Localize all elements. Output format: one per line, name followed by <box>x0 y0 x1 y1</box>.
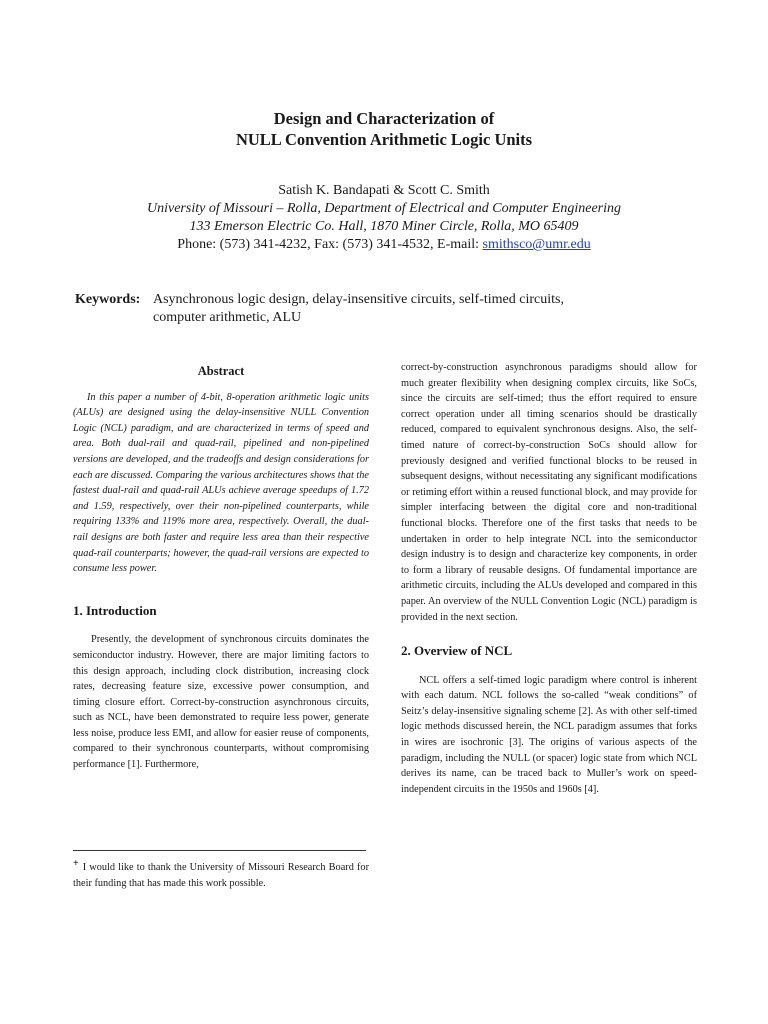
paper-title <box>0 108 768 150</box>
contact-info: Phone: (573) 341-4232, Fax: (573) 341-4532, E-mail: <box>177 237 483 252</box>
overview-heading: 2. Overview of NCL <box>401 643 513 659</box>
title-line-1: Design and Characterization of <box>273 109 495 128</box>
keywords-text: Asynchronous logic design, delay-insensitive circuits, self-timed circuits, computer arithmetic, ALU <box>153 292 564 325</box>
author-block <box>0 182 768 254</box>
right-column <box>401 360 697 797</box>
footnote-text: I would like to thank the University of Missouri Research Board for their funding that has made this work possible. <box>73 862 369 889</box>
abstract-body: In this paper a number of 4-bit, 8-operation arithmetic logic units (ALUs) are designed using the delay-insensitive NULL Convention Logic (NCL) paradigm, and are characterized in terms of speed and area. Both dual-rail and quad-rail, pipelined and non-pipelined versions are developed, and the tradeoffs and design considerations for each are discussed. Comparing the various architectures shows that the fastest dual-rail and quad-rail ALUs achieve average speedups of 1.72 and 1.59, respectively, over their non-pipelined counterparts, while requiring 133% and 119% more area, respectively. Overall, the dual-rail designs are both faster and require less area than their respective quad-rail counterparts; however, the quad-rail versions are expected to consume less power. <box>73 391 369 575</box>
footnote <box>73 857 369 891</box>
author-affiliation: University of Missouri – Rolla, Department of Electrical and Computer Engineering <box>147 201 621 216</box>
author-names: Satish K. Bandapati & Scott C. Smith <box>278 183 490 198</box>
introduction-continued: correct-by-construction asynchronous paradigms should allow for much greater flexibility when designing complex circuits, like SoCs, since the circuits are self-timed; thus the effort required to ensure correct operation under all timing scenarios should be drastically reduced, compared to equivalent synchronous designs. Also, the self-timed nature of correct-by-construction SoCs should allow for previously designed and verified functional blocks to be reused in subsequent designs, without necessitating any significant modifications or retiming effort within a reused functional block, and may provide for simpler interfacing between the digital core and non-traditional functional blocks. Therefore one of the first tasks that needs to be undertaken in order to help integrate NCL into the semiconductor design industry is to design and characterize key components, in order to form a library of reusable designs. Of fundamental importance are arithmetic circuits, including the ALUs developed and compared in this paper. An overview of the NULL Convention Logic (NCL) paradigm is provided in the next section. <box>401 362 697 623</box>
author-contact <box>0 236 768 254</box>
author-address: 133 Emerson Electric Co. Hall, 1870 Miner Circle, Rolla, MO 65409 <box>189 219 579 234</box>
left-column <box>73 360 369 773</box>
title-line-2: NULL Convention Arithmetic Logic Units <box>235 130 533 149</box>
abstract-heading: Abstract <box>197 364 245 378</box>
email-link[interactable]: smithsco@umr.edu <box>482 237 591 252</box>
introduction-heading: 1. Introduction <box>73 602 157 618</box>
overview-paragraph: NCL offers a self-timed logic paradigm where control is inherent with each datum. NCL follows the so-called “weak conditions” of Seitz’s delay-insensitive signaling scheme [2]. As with other self-timed logic methods discussed herein, the NCL paradigm assumes that forks in wires are isochronic [3]. The origins of various aspects of the paradigm, including the NULL (or spacer) logic state from which NCL derives its name, can be traced back to Muller’s work on speed-independent circuits in the 1950s and 1960s [4]. <box>401 674 697 795</box>
footnote-divider <box>73 850 366 851</box>
footnote-mark: + <box>73 857 79 869</box>
introduction-paragraph: Presently, the development of synchronous circuits dominates the semiconductor industry. However, there are major limiting factors to this design approach, including clock distribution, increasing clock rates, decreasing feature size, excessive power consumption, and timing closure effort. Correct-by-construction asynchronous circuits, such as NCL, have been demonstrated to require less power, generate less noise, produce less EMI, and allow for easier reuse of components, compared to their synchronous counterparts, without compromising performance [1]. Furthermore, <box>73 634 369 771</box>
keywords-label: Keywords: <box>75 292 141 307</box>
